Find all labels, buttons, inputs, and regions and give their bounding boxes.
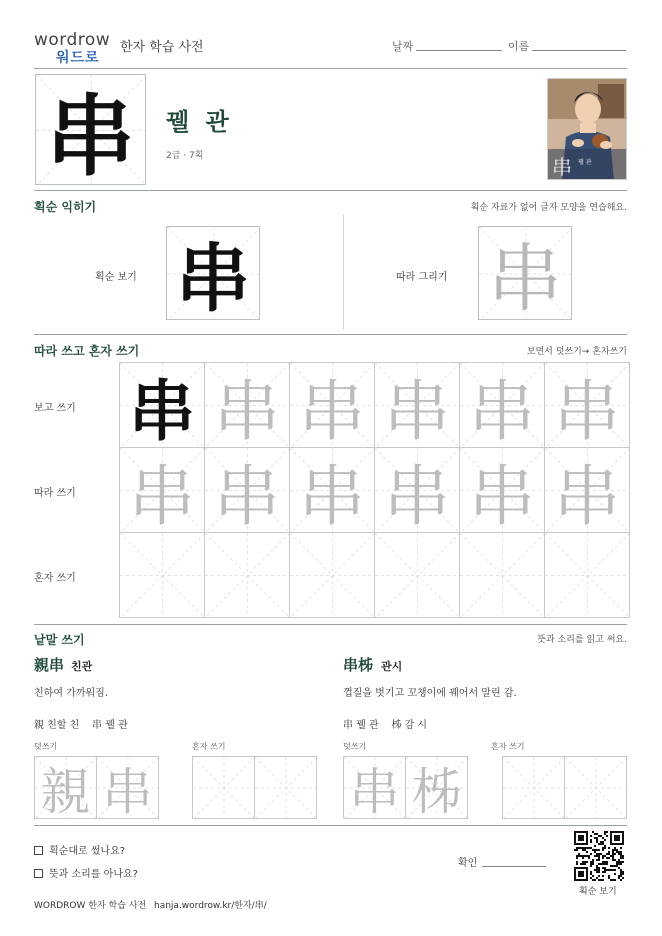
checkbox[interactable] [34, 846, 43, 855]
word-meaning: 껍질을 벗기고 꼬챙이에 꿰어서 말린 감. [343, 688, 517, 699]
qr-code-graphic [574, 831, 624, 881]
practice-section-title: 따라 쓰고 혼자 쓰기 [34, 344, 140, 358]
app-title: 한자 학습 사전 [120, 40, 204, 55]
practice-cell[interactable] [119, 447, 205, 533]
practice-character: 串 [384, 372, 450, 448]
practice-character: 串 [214, 372, 280, 448]
hero-meta: 2급 · 7획 [166, 151, 204, 161]
words-section-title: 낱말 쓰기 [34, 633, 85, 647]
row-label-view: 보고 쓰기 [34, 403, 76, 414]
practice-cell[interactable] [374, 532, 460, 618]
practice-character: 串 [384, 457, 450, 533]
hero-illustration [547, 78, 627, 180]
checkbox[interactable] [34, 869, 43, 878]
checklist-item[interactable] [34, 842, 125, 857]
hero-reading: 꿸 관 [166, 108, 233, 136]
word-trace-character: 串 [349, 762, 400, 819]
practice-cell[interactable] [119, 362, 205, 448]
practice-cell[interactable] [119, 532, 205, 618]
practice-character: 串 [469, 372, 535, 448]
practice-character: 串 [129, 457, 195, 533]
guide-lines [120, 533, 205, 618]
practice-character: 串 [554, 457, 620, 533]
word-solo-cell[interactable] [254, 756, 317, 819]
word-solo-cell[interactable] [502, 756, 565, 819]
word-trace-cell[interactable] [96, 756, 159, 819]
practice-section-note: 보면서 덧쓰기→ 혼자쓰기 [526, 347, 627, 357]
qr-label: 획순 보기 [579, 887, 617, 897]
footer-url[interactable]: hanja.wordrow.kr/한자/串/ [154, 901, 267, 911]
guide-lines [290, 533, 375, 618]
word-trace-character: 串 [102, 762, 153, 819]
word-solo-label: 혼자 쓰기 [192, 742, 226, 751]
word-trace-cell[interactable] [34, 756, 97, 819]
stroke-section-note: 획순 자료가 없어 글자 모양을 연습해요. [470, 203, 627, 213]
qr-code[interactable] [574, 831, 624, 881]
practice-character: 串 [469, 457, 535, 533]
checklist-item[interactable] [34, 865, 138, 880]
practice-character: 串 [214, 457, 280, 533]
word-hanja: 親串 [34, 656, 65, 674]
guide-lines [460, 533, 545, 618]
illustration-reading: 꿸 관 [578, 159, 592, 166]
trace-box[interactable] [478, 226, 572, 320]
section-divider [34, 190, 627, 191]
name-label: 이름 [508, 40, 530, 53]
row-label-trace: 따라 쓰기 [34, 488, 76, 499]
stroke-section-title: 획순 익히기 [34, 200, 97, 214]
stroke-view-box [166, 226, 260, 320]
word-breakdown: 串 꿸 관 柹 감 시 [343, 720, 428, 731]
word-meaning: 친하여 가까워짐. [34, 688, 108, 699]
checklist-item-label: 뜻과 소리를 아나요? [49, 869, 138, 880]
practice-cell[interactable] [374, 362, 460, 448]
section-divider [34, 624, 627, 625]
guide-lines [375, 533, 460, 618]
practice-cell[interactable] [204, 532, 290, 618]
header-divider [34, 68, 627, 69]
guide-lines [503, 757, 565, 819]
practice-character: 串 [299, 457, 365, 533]
practice-cell[interactable] [459, 362, 545, 448]
word-trace-cell[interactable] [343, 756, 406, 819]
confirm-label: 확인 [458, 858, 478, 869]
checklist-item-label: 획순대로 썼나요? [49, 846, 126, 857]
practice-cell[interactable] [544, 447, 630, 533]
practice-character: 串 [554, 372, 620, 448]
stroke-view-character: 串 [176, 236, 250, 320]
logo-korean-text: 워드로 [56, 50, 100, 66]
word-trace-label: 덧쓰기 [343, 742, 367, 751]
practice-cell[interactable] [289, 362, 375, 448]
footer-brand: WORDROW 한자 학습 사전 [34, 901, 147, 911]
confirm-field[interactable] [482, 866, 546, 867]
words-section-note: 뜻과 소리를 읽고 써요. [537, 635, 627, 645]
illustration-character: 串 [552, 155, 572, 179]
guide-lines [565, 757, 627, 819]
word-solo-label: 혼자 쓰기 [491, 742, 525, 751]
trace-label: 따라 그리기 [396, 272, 448, 283]
trace-character: 串 [488, 236, 562, 320]
name-field[interactable] [532, 50, 626, 51]
practice-character: 串 [299, 372, 365, 448]
hero-character-box [35, 74, 146, 185]
guide-lines [255, 757, 317, 819]
column-divider [343, 214, 344, 330]
date-label: 날짜 [392, 40, 414, 53]
word-trace-label: 덧쓰기 [34, 742, 58, 751]
guide-lines [205, 533, 290, 618]
stroke-view-label: 획순 보기 [95, 272, 137, 283]
word-reading: 친관 [71, 660, 93, 673]
row-label-solo: 혼자 쓰기 [34, 573, 76, 584]
word-trace-character: 柹 [411, 762, 462, 819]
section-divider [34, 825, 627, 826]
word-solo-cell[interactable] [564, 756, 627, 819]
guide-lines [545, 533, 630, 618]
practice-cell[interactable] [459, 532, 545, 618]
word-hanja: 串柹 [343, 656, 374, 674]
wordrow-logo [34, 30, 114, 66]
word-reading: 관시 [381, 660, 403, 673]
practice-cell[interactable] [289, 447, 375, 533]
practice-cell[interactable] [544, 532, 630, 618]
guide-lines [193, 757, 255, 819]
word-trace-cell[interactable] [405, 756, 468, 819]
practice-character: 串 [129, 371, 195, 448]
hero-character: 串 [46, 83, 135, 185]
date-field[interactable] [416, 50, 502, 51]
practice-cell[interactable] [544, 362, 630, 448]
practice-cell[interactable] [289, 532, 375, 618]
practice-cell[interactable] [374, 447, 460, 533]
practice-cell[interactable] [459, 447, 545, 533]
word-breakdown: 親 친할 친 串 꿸 관 [34, 720, 128, 731]
word-solo-cell[interactable] [192, 756, 255, 819]
logo-text: wordrow [34, 30, 111, 50]
word-trace-character: 親 [40, 762, 91, 819]
practice-cell[interactable] [204, 447, 290, 533]
section-divider [34, 334, 627, 335]
practice-cell[interactable] [204, 362, 290, 448]
